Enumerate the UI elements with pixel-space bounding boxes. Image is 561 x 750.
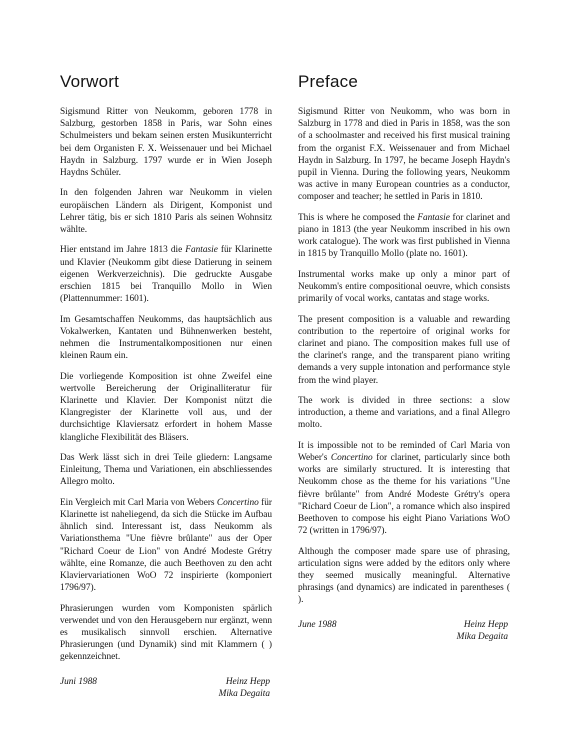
english-paragraph: Although the composer made spare use of phrasing, articulation signs were added by the editors only where they seemed musically meaningful. Alternative phrasings (and dynamics) are indicated in parentheses ( ). bbox=[298, 546, 510, 606]
english-heading: Preface bbox=[298, 72, 358, 91]
author-name: Mika Degaita bbox=[456, 631, 508, 642]
author-name: Heinz Hepp bbox=[225, 676, 270, 687]
english-paragraph: The present composition is a valuable and rewarding contribution to the repertoire of original works for clarinet and piano. The composition makes full use of the clarinet's range, and the transparent piano writing demands a very supple intonation and performance style from the wind player. bbox=[298, 314, 510, 386]
english-authors bbox=[457, 619, 510, 643]
german-date: Juni 1988 bbox=[60, 676, 97, 687]
author-name: Heinz Hepp bbox=[463, 619, 508, 630]
german-paragraph: Ein Vergleich mit Carl Maria von Webers Concertino für Klarinette ist naheliegend, da sich die Stücke im Aufbau ähnlich sind. Interessant ist, dass Neukomm als Variationsthema "Une fièvre brûlante" aus der Oper "Richard Coeur de Lion" von André Modeste Grétry wählte, eine Romanze, die auch Beethoven zu den acht Klaviervariationen WoO 72 inspirierte (komponiert 1796/97). bbox=[60, 497, 272, 594]
german-paragraph: Hier entstand im Jahre 1813 die Fantasie für Klarinette und Klavier (Neukomm gibt diese Datierung in seinem eigenen Werkverzeichnis). Die gedruckte Ausgabe erschien 1815 bei Tranquillo Mollo in Wien (Plattennummer: 1601). bbox=[60, 245, 272, 305]
english-paragraph: The work is divided in three sections: a slow introduction, a theme and variations, and a final Allegro molto. bbox=[298, 396, 510, 431]
german-paragraph: Die vorliegende Komposition ist ohne Zweifel eine wertvolle Bereicherung der Originalliteratur für Klarinette und Klavier. Der Komponist nützt die Klangregister der Klarinette voll aus, und der durchsichtige Klaviersatz erfordert in hohem Masse klangliche Flexibilität des Bläsers. bbox=[60, 371, 272, 443]
german-heading: Vorwort bbox=[60, 72, 120, 91]
english-date: June 1988 bbox=[298, 619, 337, 630]
english-preface-column bbox=[298, 72, 510, 643]
german-paragraph: Das Werk lässt sich in drei Teile gliedern: Langsame Einleitung, Thema und Variationen, ein abschliessendes Allegro molto. bbox=[60, 453, 272, 488]
german-paragraph: Im Gesamtschaffen Neukomms, das hauptsächlich aus Vokalwerken, Kantaten und Bühnenwerken besteht, nehmen die Instrumentalkompositionen nur einen kleinen Raum ein. bbox=[60, 314, 272, 362]
english-paragraph: Instrumental works make up only a minor part of Neukomm's entire compositional oeuvre, which consists primarily of vocal works, cantatas and stage works. bbox=[298, 269, 510, 305]
author-name: Mika Degaita bbox=[218, 688, 270, 699]
german-authors bbox=[219, 676, 272, 700]
german-paragraph: Sigismund Ritter von Neukomm, geboren 1778 in Salzburg, gestorben 1858 in Paris, war Sohn eines Schulmeisters und bekam seinen ersten Musikunterricht bei dem Organisten F. X. Weissenauer und bei Michael Haydn in Salzburg. 1797 wurde er in Wien Joseph Haydns Schüler. bbox=[60, 107, 272, 179]
german-signature bbox=[60, 676, 272, 700]
english-signature bbox=[298, 619, 510, 643]
german-preface-column bbox=[60, 72, 272, 700]
german-paragraph: Phrasierungen wurden vom Komponisten spärlich verwendet und von den Herausgebern nur ergänzt, wenn es musikalisch sinnvoll erschien. Alternative Phrasierungen (und Dynamik) sind mit Klammern ( ) gekennzeichnet. bbox=[60, 603, 272, 663]
english-paragraph: It is impossible not to be reminded of Carl Maria von Weber's Concertino for clarinet, particularly since both works are similarly structured. It is interesting that Neukomm chose as the theme for his variations "Une fièvre brûlante" from André Modeste Grétry's opera "Richard Coeur de Lion", a romance which also inspired Beethoven to compose his eight Piano Variations WoO 72 (written in 1796/97). bbox=[298, 440, 510, 537]
english-paragraph: This is where he composed the Fantasie for clarinet and piano in 1813 (the year Neukomm inscribed in his own work catalogue). The work was first published in Vienna in 1815 by Tranquillo Mollo (plate no. 1601). bbox=[298, 212, 511, 260]
german-paragraph: In den folgenden Jahren war Neukomm in vielen europäischen Ländern als Dirigent, Komponist und Lehrer tätig, bis er sich 1810 Paris als seinen Wohnsitz wählte. bbox=[60, 188, 272, 236]
english-paragraph: Sigismund Ritter von Neukomm, who was born in Salzburg in 1778 and died in Paris in 1858, was the son of a schoolmaster and received his first musical training from the organist F.X. Weissenauer and from Michael Haydn in Salzburg. In 1797, he became Joseph Haydn's pupil in Vienna. During the following years, Neukomm was active in many European countries as a conductor, composer and teacher; he settled in Paris in 1810. bbox=[298, 107, 510, 203]
